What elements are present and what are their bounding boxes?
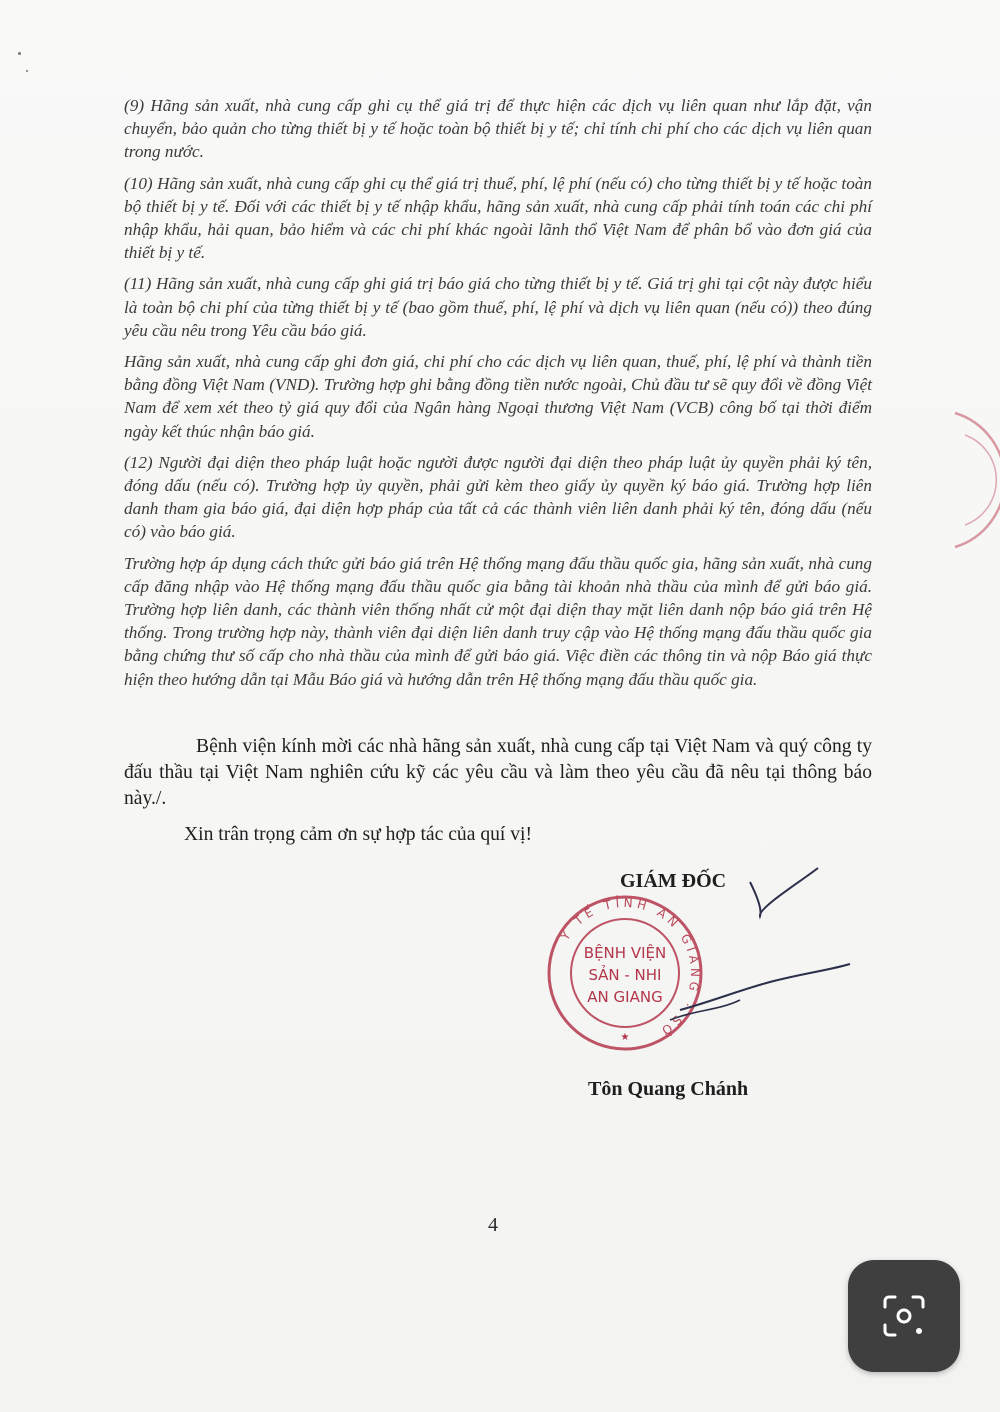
note-online-submission: Trường hợp áp dụng cách thức gửi báo giá trên Hệ thống mạng đấu thầu quốc gia, hãng sản xuất, nhà cung cấp đăng nhập vào Hệ thống mạng đấu thầu quốc gia bằng tài khoản nhà thầu của mình để gửi báo giá. Trường hợp liên danh, các thành viên thống nhất cử một đại diện thay mặt liên danh nộp báo giá trên Hệ thống. Trong trường hợp này, thành viên đại diện liên danh truy cập vào Hệ thống mạng đấu thầu quốc gia bằng chứng thư số cấp cho nhà thầu của mình để gửi báo giá. Việc điền các thông tin và nộp Báo giá thực hiện theo hướng dẫn tại Mẫu Báo giá và hướng dẫn trên Hệ thống mạng đấu thầu quốc gia. xyxy=(124,553,872,689)
notes-section xyxy=(124,94,872,699)
signer-name: Tôn Quang Chánh xyxy=(588,1078,749,1100)
handwritten-signature xyxy=(640,860,860,1050)
lens-scan-icon xyxy=(881,1293,927,1339)
seal-star-icon: ★ xyxy=(620,1032,630,1043)
closing-thanks: Xin trân trọng cảm ơn sự hợp tác của quí vị! xyxy=(184,824,533,845)
signatory-title: GIÁM ĐỐC xyxy=(620,870,727,892)
closing-invitation: Bệnh viện kính mời các nhà hãng sản xuất, nhà cung cấp tại Việt Nam và quý công ty đấu thầu tại Việt Nam nghiên cứu kỹ các yêu cầu và làm theo yêu cầu đã nêu tại thông báo này./. xyxy=(124,736,872,809)
scan-speck xyxy=(26,70,28,72)
edge-seal-fragment xyxy=(935,405,1000,555)
closing-section xyxy=(124,734,872,848)
note-12: (12) Người đại diện theo pháp luật hoặc người được người đại diện theo pháp luật ủy quyền phải ký tên, đóng dấu (nếu có). Trường hợp ủy quyền, phải gửi kèm theo giấy ủy quyền ký báo giá. Trường hợp liên danh tham gia báo giá, đại diện hợp pháp của tất cả các thành viên liên danh phải ký tên, đóng dấu (nếu có) vào báo giá. xyxy=(124,452,872,542)
seal-ring-text: Y TẾ TỈNH AN GIANG · SỞ xyxy=(557,895,703,1041)
page-number: 4 xyxy=(488,1214,498,1236)
seal-line-2: SẢN - NHI xyxy=(588,966,662,984)
seal-line-3: AN GIANG xyxy=(587,988,663,1006)
note-10: (10) Hãng sản xuất, nhà cung cấp ghi cụ thể giá trị thuế, phí, lệ phí (nếu có) cho từng thiết bị y tế hoặc toàn bộ thiết bị y tế. Đối với các thiết bị y tế nhập khẩu, hãng sản xuất, nhà cung cấp phải tính toán các chi phí nhập khẩu, hải quan, bảo hiểm và các chi phí khác ngoài lãnh thổ Việt Nam để phân bổ vào đơn giá của thiết bị y tế. xyxy=(124,173,872,263)
note-11: (11) Hãng sản xuất, nhà cung cấp ghi giá trị báo giá cho từng thiết bị y tế. Giá trị ghi tại cột này được hiểu là toàn bộ chi phí của từng thiết bị y tế (bao gồm thuế, phí, lệ phí và dịch vụ liên quan (nếu có)) theo đúng yêu cầu nêu trong Yêu cầu báo giá. xyxy=(124,274,872,340)
scan-speck xyxy=(18,52,21,55)
note-currency: Hãng sản xuất, nhà cung cấp ghi đơn giá, chi phí cho các dịch vụ liên quan, thuế, phí, lệ phí và thành tiền bằng đồng Việt Nam (VND). Trường hợp ghi bằng đồng tiền nước ngoài, Chủ đầu tư sẽ quy đổi về đồng Việt Nam để xem xét theo tỷ giá quy đổi của Ngân hàng Ngoại thương Việt Nam (VCB) công bố tại thời điểm ngày kết thúc nhận báo giá. xyxy=(124,352,872,441)
seal-line-1: BỆNH VIỆN xyxy=(583,944,667,962)
note-9: (9) Hãng sản xuất, nhà cung cấp ghi cụ thể giá trị để thực hiện các dịch vụ liên quan như lắp đặt, vận chuyển, bảo quản cho từng thiết bị y tế hoặc toàn bộ thiết bị y tế; chỉ tính chi phí cho các dịch vụ liên quan trong nước. xyxy=(124,96,872,162)
lens-scan-button[interactable] xyxy=(848,1260,960,1372)
